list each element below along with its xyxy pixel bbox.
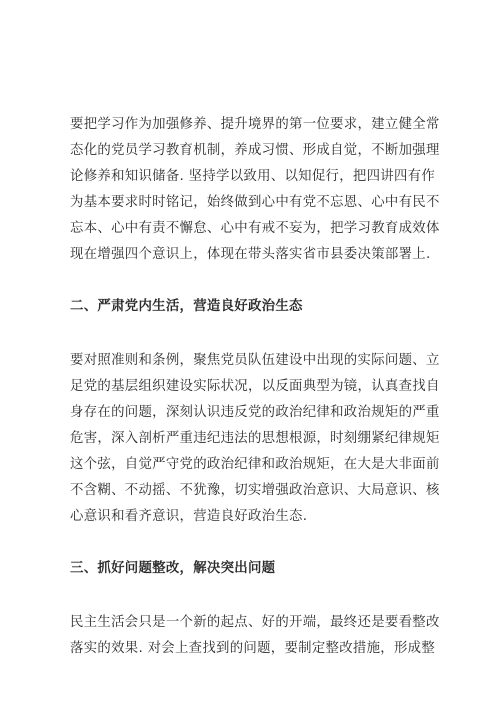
- section-3-paragraph: [70, 610, 442, 662]
- intro-paragraph: [70, 112, 442, 268]
- section-heading-3: 三、抓好问题整改，解决突出问题: [70, 561, 276, 576]
- spacer: [70, 530, 442, 556]
- spacer: [70, 268, 442, 294]
- text-line: 足党的基层组织建设实际状况，以反面典型为镜，认真查找自: [70, 379, 440, 394]
- spacer: [70, 582, 442, 610]
- text-line: 心意识和看齐意识，营造良好政治生态.: [70, 509, 308, 524]
- text-line: 要对照准则和条例，聚焦党员队伍建设中出现的实际问题、立: [70, 353, 440, 368]
- spacer: [70, 320, 442, 348]
- text-line: 落实的效果. 对会上查找到的问题，要制定整改措施，形成整: [70, 641, 436, 656]
- document-body: [70, 112, 442, 662]
- text-line: 现在增强四个意识上，体现在带头落实省市县委决策部署上.: [70, 247, 431, 262]
- section-heading-2: 二、严肃党内生活，营造良好政治生态: [70, 299, 303, 314]
- text-line: 为基本要求时时铭记，始终做到心中有党不忘恩、心中有民不: [70, 195, 440, 210]
- text-line: 要把学习作为加强修养、提升境界的第一位要求，建立健全常: [70, 117, 440, 132]
- text-line: 论修养和知识储备. 坚持学以致用、以知促行，把四讲四有作: [70, 169, 436, 184]
- text-line: 这个弦，自觉严守党的政治纪律和政治规矩，在大是大非面前: [70, 457, 440, 472]
- text-line: 不含糊、不动摇、不犹豫，切实增强政治意识、大局意识、核: [70, 483, 440, 498]
- section-2-paragraph: [70, 348, 442, 530]
- text-line: 身存在的问题，深刻认识违反党的政治纪律和政治规矩的严重: [70, 405, 440, 420]
- text-line: 危害，深入剖析严重违纪违法的思想根源，时刻绷紧纪律规矩: [70, 431, 440, 446]
- text-line: 态化的党员学习教育机制，养成习惯、形成自觉，不断加强理: [70, 143, 440, 158]
- text-line: 民主生活会只是一个新的起点、好的开端，最终还是要看整改: [70, 615, 440, 630]
- text-line: 忘本、心中有责不懈怠、心中有戒不妄为，把学习教育成效体: [70, 221, 440, 236]
